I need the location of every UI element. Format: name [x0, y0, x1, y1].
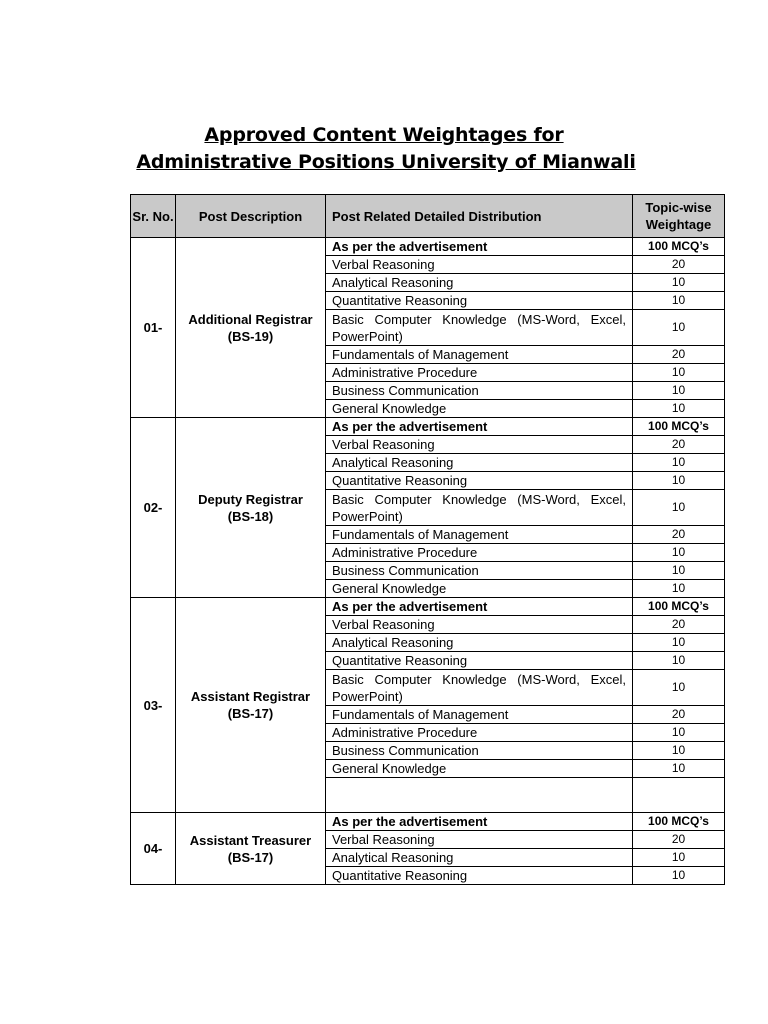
- topic-cell: Fundamentals of Management: [326, 526, 633, 544]
- post-description: [176, 238, 326, 418]
- topic-cell: General Knowledge: [326, 400, 633, 418]
- weightage-cell: 10: [633, 670, 725, 706]
- topic-cell: As per the advertisement: [326, 598, 633, 616]
- topic-cell: Basic Computer Knowledge (MS-Word, Excel, PowerPoint): [326, 490, 633, 526]
- header-sr-no: Sr. No.: [131, 195, 176, 238]
- post-description: [176, 813, 326, 885]
- weightage-cell: 10: [633, 310, 725, 346]
- topic-cell: Administrative Procedure: [326, 364, 633, 382]
- serial-number: 03-: [131, 598, 176, 813]
- header-distribution: Post Related Detailed Distribution: [326, 195, 633, 238]
- topic-cell: Business Communication: [326, 742, 633, 760]
- table-row: [131, 238, 725, 256]
- weightage-cell: 10: [633, 364, 725, 382]
- weightage-cell: 10: [633, 724, 725, 742]
- post-name: Deputy Registrar: [198, 491, 303, 507]
- weightage-cell: 10: [633, 760, 725, 778]
- serial-number: 04-: [131, 813, 176, 885]
- topic-cell: Fundamentals of Management: [326, 346, 633, 364]
- topic-cell: Business Communication: [326, 562, 633, 580]
- post-name: Assistant Registrar: [190, 689, 311, 704]
- blank-topic-cell: [326, 778, 633, 813]
- weightage-cell: 20: [633, 346, 725, 364]
- weightage-cell: 10: [633, 292, 725, 310]
- topic-cell: Verbal Reasoning: [326, 256, 633, 274]
- table-body: [131, 238, 725, 885]
- topic-cell: General Knowledge: [326, 760, 633, 778]
- post-description: [176, 598, 326, 813]
- post-scale: (BS-19): [227, 328, 274, 344]
- topic-cell: Analytical Reasoning: [326, 849, 633, 867]
- weightage-cell: 10: [633, 382, 725, 400]
- topic-cell: General Knowledge: [326, 580, 633, 598]
- weightage-cell: 20: [633, 436, 725, 454]
- weightage-cell: 10: [633, 742, 725, 760]
- table-header-row: [131, 195, 725, 238]
- weightage-cell: 20: [633, 706, 725, 724]
- topic-cell: Analytical Reasoning: [326, 634, 633, 652]
- weightage-cell: 10: [633, 867, 725, 885]
- post-name: Additional Registrar: [188, 311, 313, 327]
- weightage-cell: 10: [633, 472, 725, 490]
- topic-cell: Basic Computer Knowledge (MS-Word, Excel, PowerPoint): [326, 310, 633, 346]
- weightage-cell: 10: [633, 490, 725, 526]
- post-scale: (BS-17): [227, 706, 274, 721]
- weightage-cell: 100 MCQ’s: [633, 238, 725, 256]
- weightage-cell: 10: [633, 849, 725, 867]
- weightage-cell: 20: [633, 616, 725, 634]
- header-weightage: Topic-wise Weightage: [633, 195, 725, 238]
- topic-cell: As per the advertisement: [326, 238, 633, 256]
- topic-cell: Quantitative Reasoning: [326, 292, 633, 310]
- weightage-cell: 100 MCQ’s: [633, 813, 725, 831]
- topic-cell: Verbal Reasoning: [326, 436, 633, 454]
- topic-cell: Quantitative Reasoning: [326, 472, 633, 490]
- topic-cell: Quantitative Reasoning: [326, 652, 633, 670]
- topic-cell: Quantitative Reasoning: [326, 867, 633, 885]
- topic-cell: As per the advertisement: [326, 418, 633, 436]
- table-row: [131, 813, 725, 831]
- topic-cell: Analytical Reasoning: [326, 454, 633, 472]
- post-name: Assistant Treasurer: [189, 832, 312, 848]
- topic-cell: Business Communication: [326, 382, 633, 400]
- topic-cell: Administrative Procedure: [326, 544, 633, 562]
- weightage-cell: 10: [633, 580, 725, 598]
- topic-cell: As per the advertisement: [326, 813, 633, 831]
- table-row: [131, 598, 725, 616]
- weightage-cell: 20: [633, 256, 725, 274]
- serial-number: 01-: [131, 238, 176, 418]
- post-description: [176, 418, 326, 598]
- weightage-cell: 10: [633, 634, 725, 652]
- topic-cell: Fundamentals of Management: [326, 706, 633, 724]
- document-title-line-1: Approved Content Weightages for: [204, 124, 564, 146]
- weightage-table: [130, 194, 725, 885]
- topic-cell: Basic Computer Knowledge (MS-Word, Excel, PowerPoint): [326, 670, 633, 706]
- weightage-cell: 10: [633, 400, 725, 418]
- weightage-cell: 100 MCQ’s: [633, 418, 725, 436]
- weightage-cell: 10: [633, 454, 725, 472]
- document-title-line-2: Administrative Positions University of Mianwali: [136, 151, 636, 173]
- weightage-cell: 100 MCQ’s: [633, 598, 725, 616]
- topic-cell: Verbal Reasoning: [326, 831, 633, 849]
- header-post-description: Post Description: [176, 195, 326, 238]
- weightage-cell: 10: [633, 274, 725, 292]
- post-scale: (BS-18): [227, 508, 274, 524]
- topic-cell: Administrative Procedure: [326, 724, 633, 742]
- topic-cell: Verbal Reasoning: [326, 616, 633, 634]
- topic-cell: Analytical Reasoning: [326, 274, 633, 292]
- weightage-cell: 10: [633, 544, 725, 562]
- weightage-cell: 20: [633, 831, 725, 849]
- post-scale: (BS-17): [227, 849, 274, 865]
- weightage-cell: 10: [633, 652, 725, 670]
- weightage-cell: 10: [633, 562, 725, 580]
- blank-weightage-cell: [633, 778, 725, 813]
- serial-number: 02-: [131, 418, 176, 598]
- weightage-cell: 20: [633, 526, 725, 544]
- table-row: [131, 418, 725, 436]
